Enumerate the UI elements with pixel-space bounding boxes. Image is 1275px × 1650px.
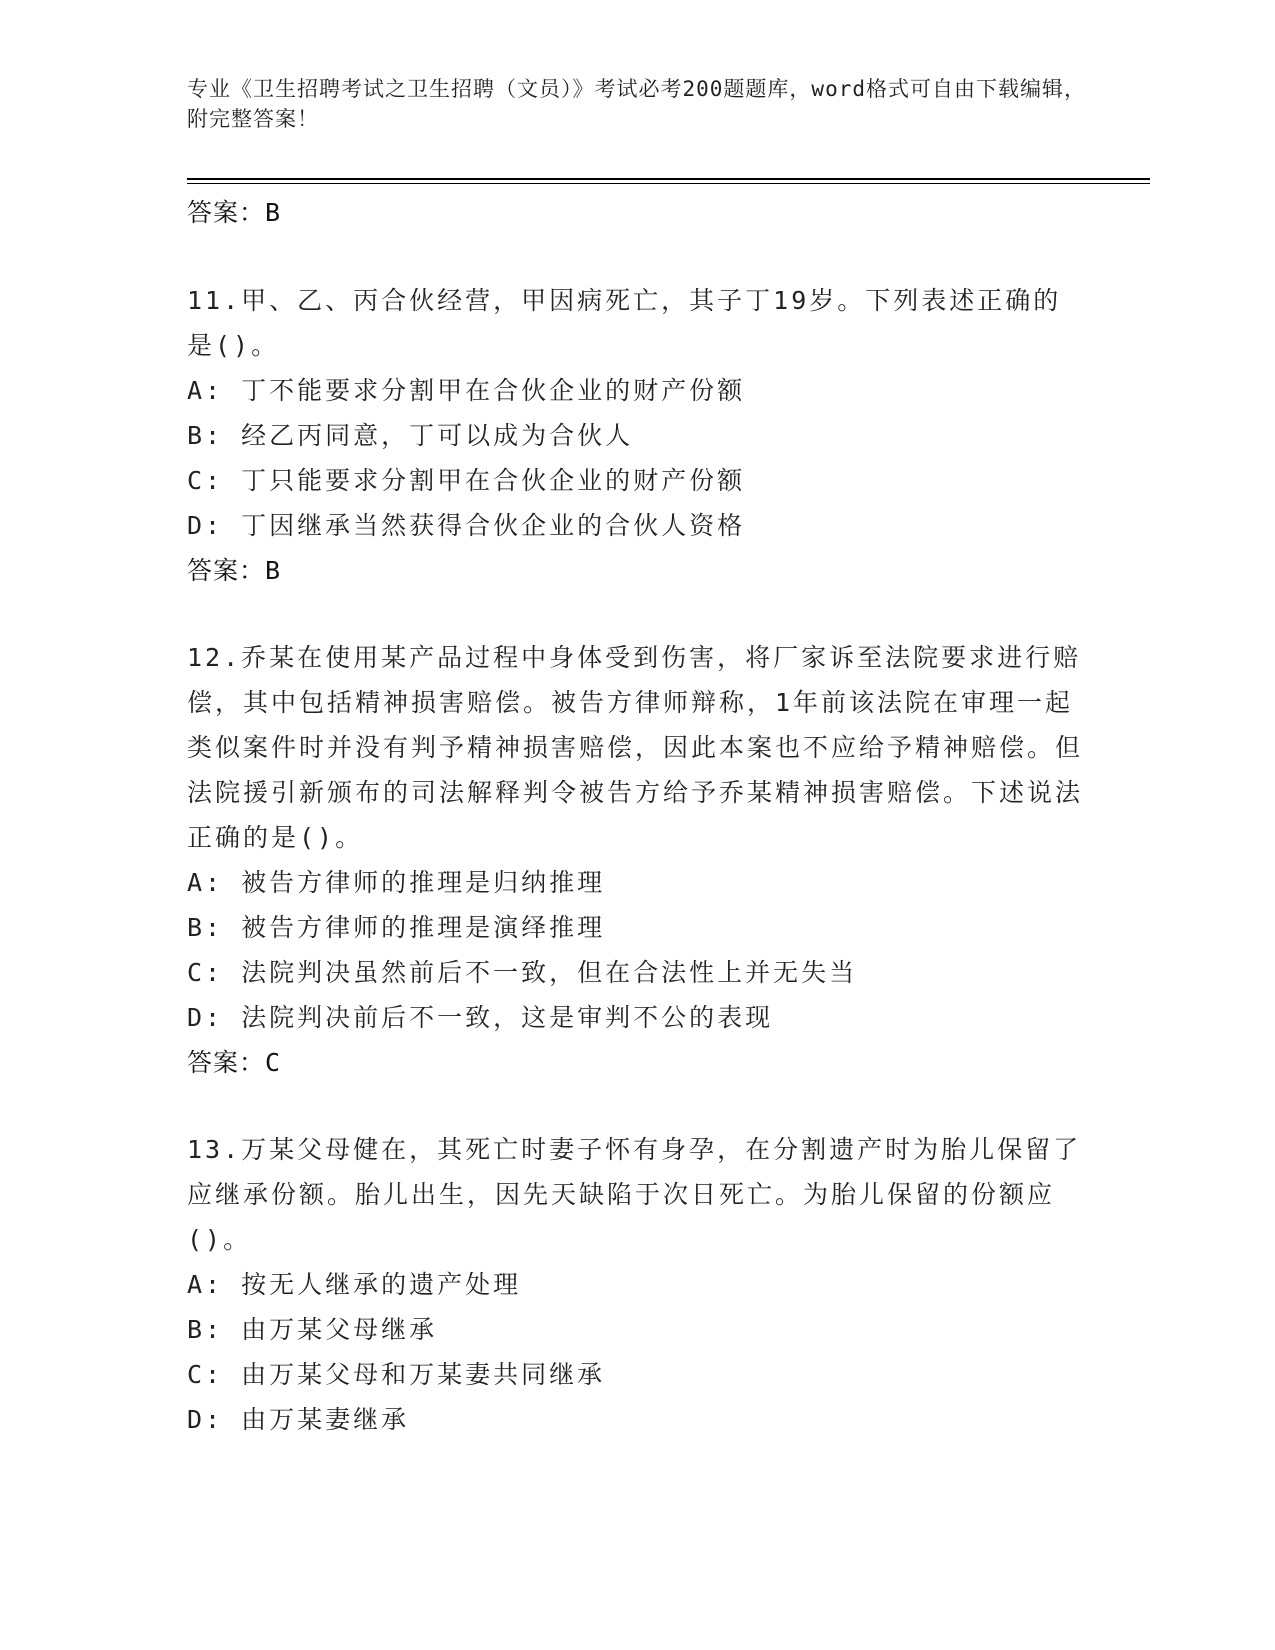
document-body xyxy=(187,190,1087,1442)
question-stem: 11.甲、乙、丙合伙经营，甲因病死亡，其子丁19岁。下列表述正确的是()。 xyxy=(187,286,1062,360)
option-d: D: 丁因继承当然获得合伙企业的合伙人资格 xyxy=(187,511,746,540)
question-11 xyxy=(187,278,1087,593)
option-c: C: 由万某父母和万某妻共同继承 xyxy=(187,1360,606,1389)
option-a: A: 丁不能要求分割甲在合伙企业的财产份额 xyxy=(187,376,746,405)
header-divider-thin xyxy=(187,183,1150,184)
answer: 答案：C xyxy=(187,1048,282,1077)
option-b: B: 经乙丙同意，丁可以成为合伙人 xyxy=(187,421,634,450)
option-c: C: 丁只能要求分割甲在合伙企业的财产份额 xyxy=(187,466,746,495)
option-a: A: 按无人继承的遗产处理 xyxy=(187,1270,522,1299)
question-stem: 12.乔某在使用某产品过程中身体受到伤害，将厂家诉至法院要求进行赔偿，其中包括精神损害赔偿。被告方律师辩称，1年前该法院在审理一起类似案件时并没有判予精神损害赔偿，因此本案也不应给予精神赔偿。但法院援引新颁布的司法解释判令被告方给予乔某精神损害赔偿。下述说法正确的是()。 xyxy=(187,643,1084,852)
question-stem: 13.万某父母健在，其死亡时妻子怀有身孕，在分割遗产时为胎儿保留了应继承份额。胎儿出生，因先天缺陷于次日死亡。为胎儿保留的份额应()。 xyxy=(187,1135,1082,1254)
question-12 xyxy=(187,635,1087,1085)
document-header: 专业《卫生招聘考试之卫生招聘（文员）》考试必考200题题库，word格式可自由下载编辑，附完整答案！ xyxy=(187,77,1086,131)
answer: 答案：B xyxy=(187,556,282,585)
header-divider-thick xyxy=(187,178,1150,180)
option-b: B: 被告方律师的推理是演绎推理 xyxy=(187,913,606,942)
option-d: D: 法院判决前后不一致，这是审判不公的表现 xyxy=(187,1003,774,1032)
option-d: D: 由万某妻继承 xyxy=(187,1405,410,1434)
option-b: B: 由万某父母继承 xyxy=(187,1315,438,1344)
option-c: C: 法院判决虽然前后不一致，但在合法性上并无失当 xyxy=(187,958,858,987)
option-a: A: 被告方律师的推理是归纳推理 xyxy=(187,868,606,897)
question-13 xyxy=(187,1127,1087,1442)
previous-answer: 答案：B xyxy=(187,198,282,227)
